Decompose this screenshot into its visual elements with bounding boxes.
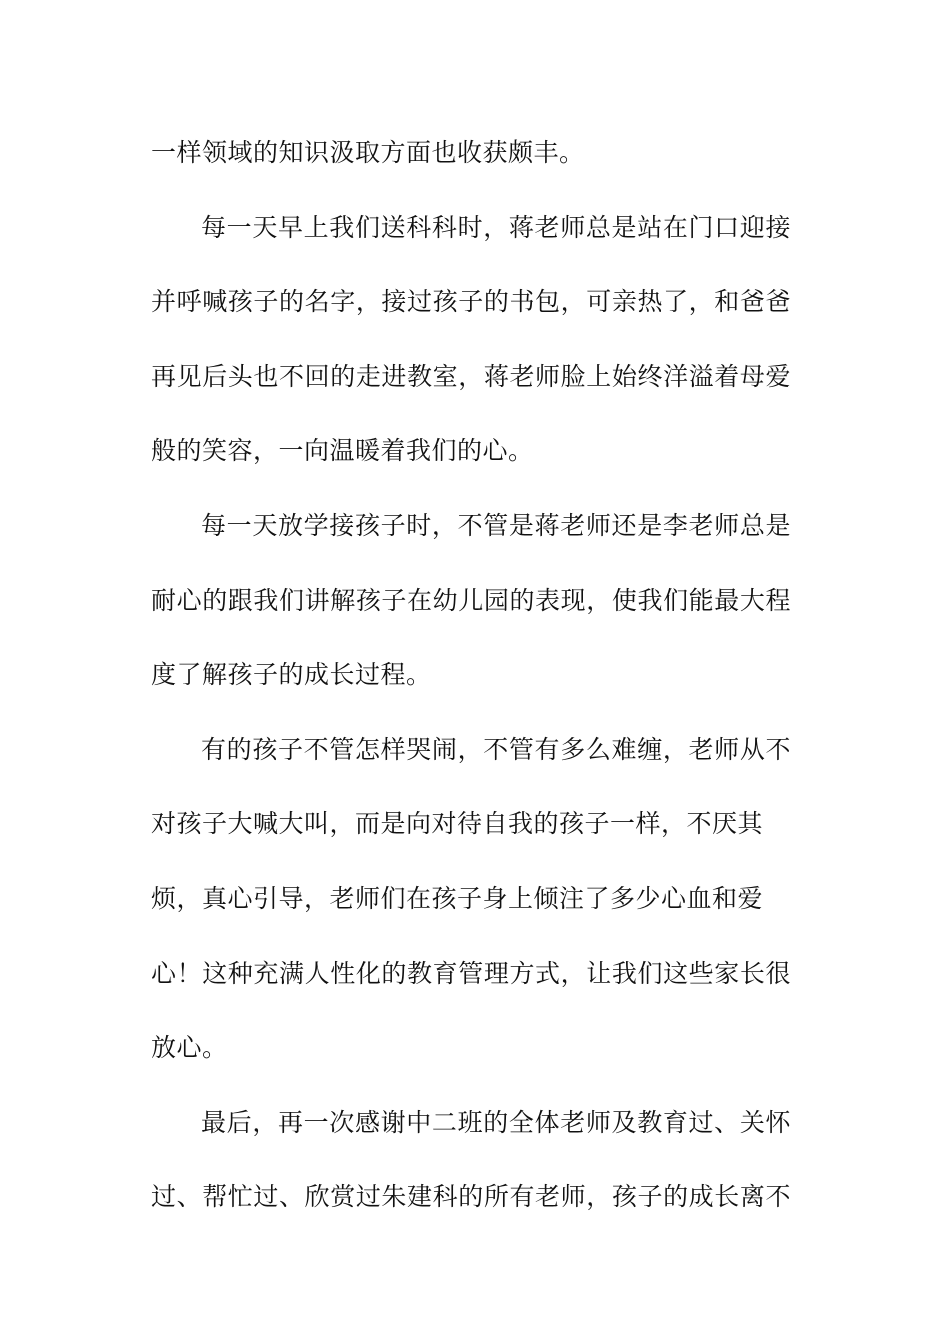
- text-line: 般的笑容，一向温暖着我们的心。: [151, 436, 534, 466]
- text-line: 烦，真心引导，老师们在孩子身上倾注了多少心血和爱: [151, 883, 764, 913]
- text-line: 耐心的跟我们讲解孩子在幼儿园的表现，使我们能最大程: [151, 585, 791, 615]
- paragraph-first-line: 每一天放学接孩子时，不管是蒋老师还是李老师总是: [201, 510, 791, 540]
- text-line: 一样领域的知识汲取方面也收获颇丰。: [151, 138, 585, 167]
- text-line: 度了解孩子的成长过程。: [151, 660, 432, 690]
- text-line: 过、帮忙过、欣赏过朱建科的所有老师，孩子的成长离不: [151, 1182, 791, 1212]
- text-line: 放心。: [151, 1033, 228, 1063]
- document-body: [151, 125, 791, 1244]
- paragraph-first-line: 有的孩子不管怎样哭闹，不管有多么难缠，老师从不: [201, 734, 791, 764]
- text-line: 并呼喊孩子的名字，接过孩子的书包，可亲热了，和爸爸: [151, 287, 791, 317]
- text-line: 再见后头也不回的走进教室，蒋老师脸上始终洋溢着母爱: [151, 361, 791, 391]
- text-line: 对孩子大喊大叫，而是向对待自我的孩子一样，不厌其: [151, 809, 764, 839]
- text-line: 心！这种充满人性化的教育管理方式，让我们这些家长很: [151, 958, 791, 988]
- paragraph-first-line: 每一天早上我们送科科时，蒋老师总是站在门口迎接: [201, 212, 791, 242]
- paragraph-first-line: 最后，再一次感谢中二班的全体老师及教育过、关怀: [201, 1107, 791, 1137]
